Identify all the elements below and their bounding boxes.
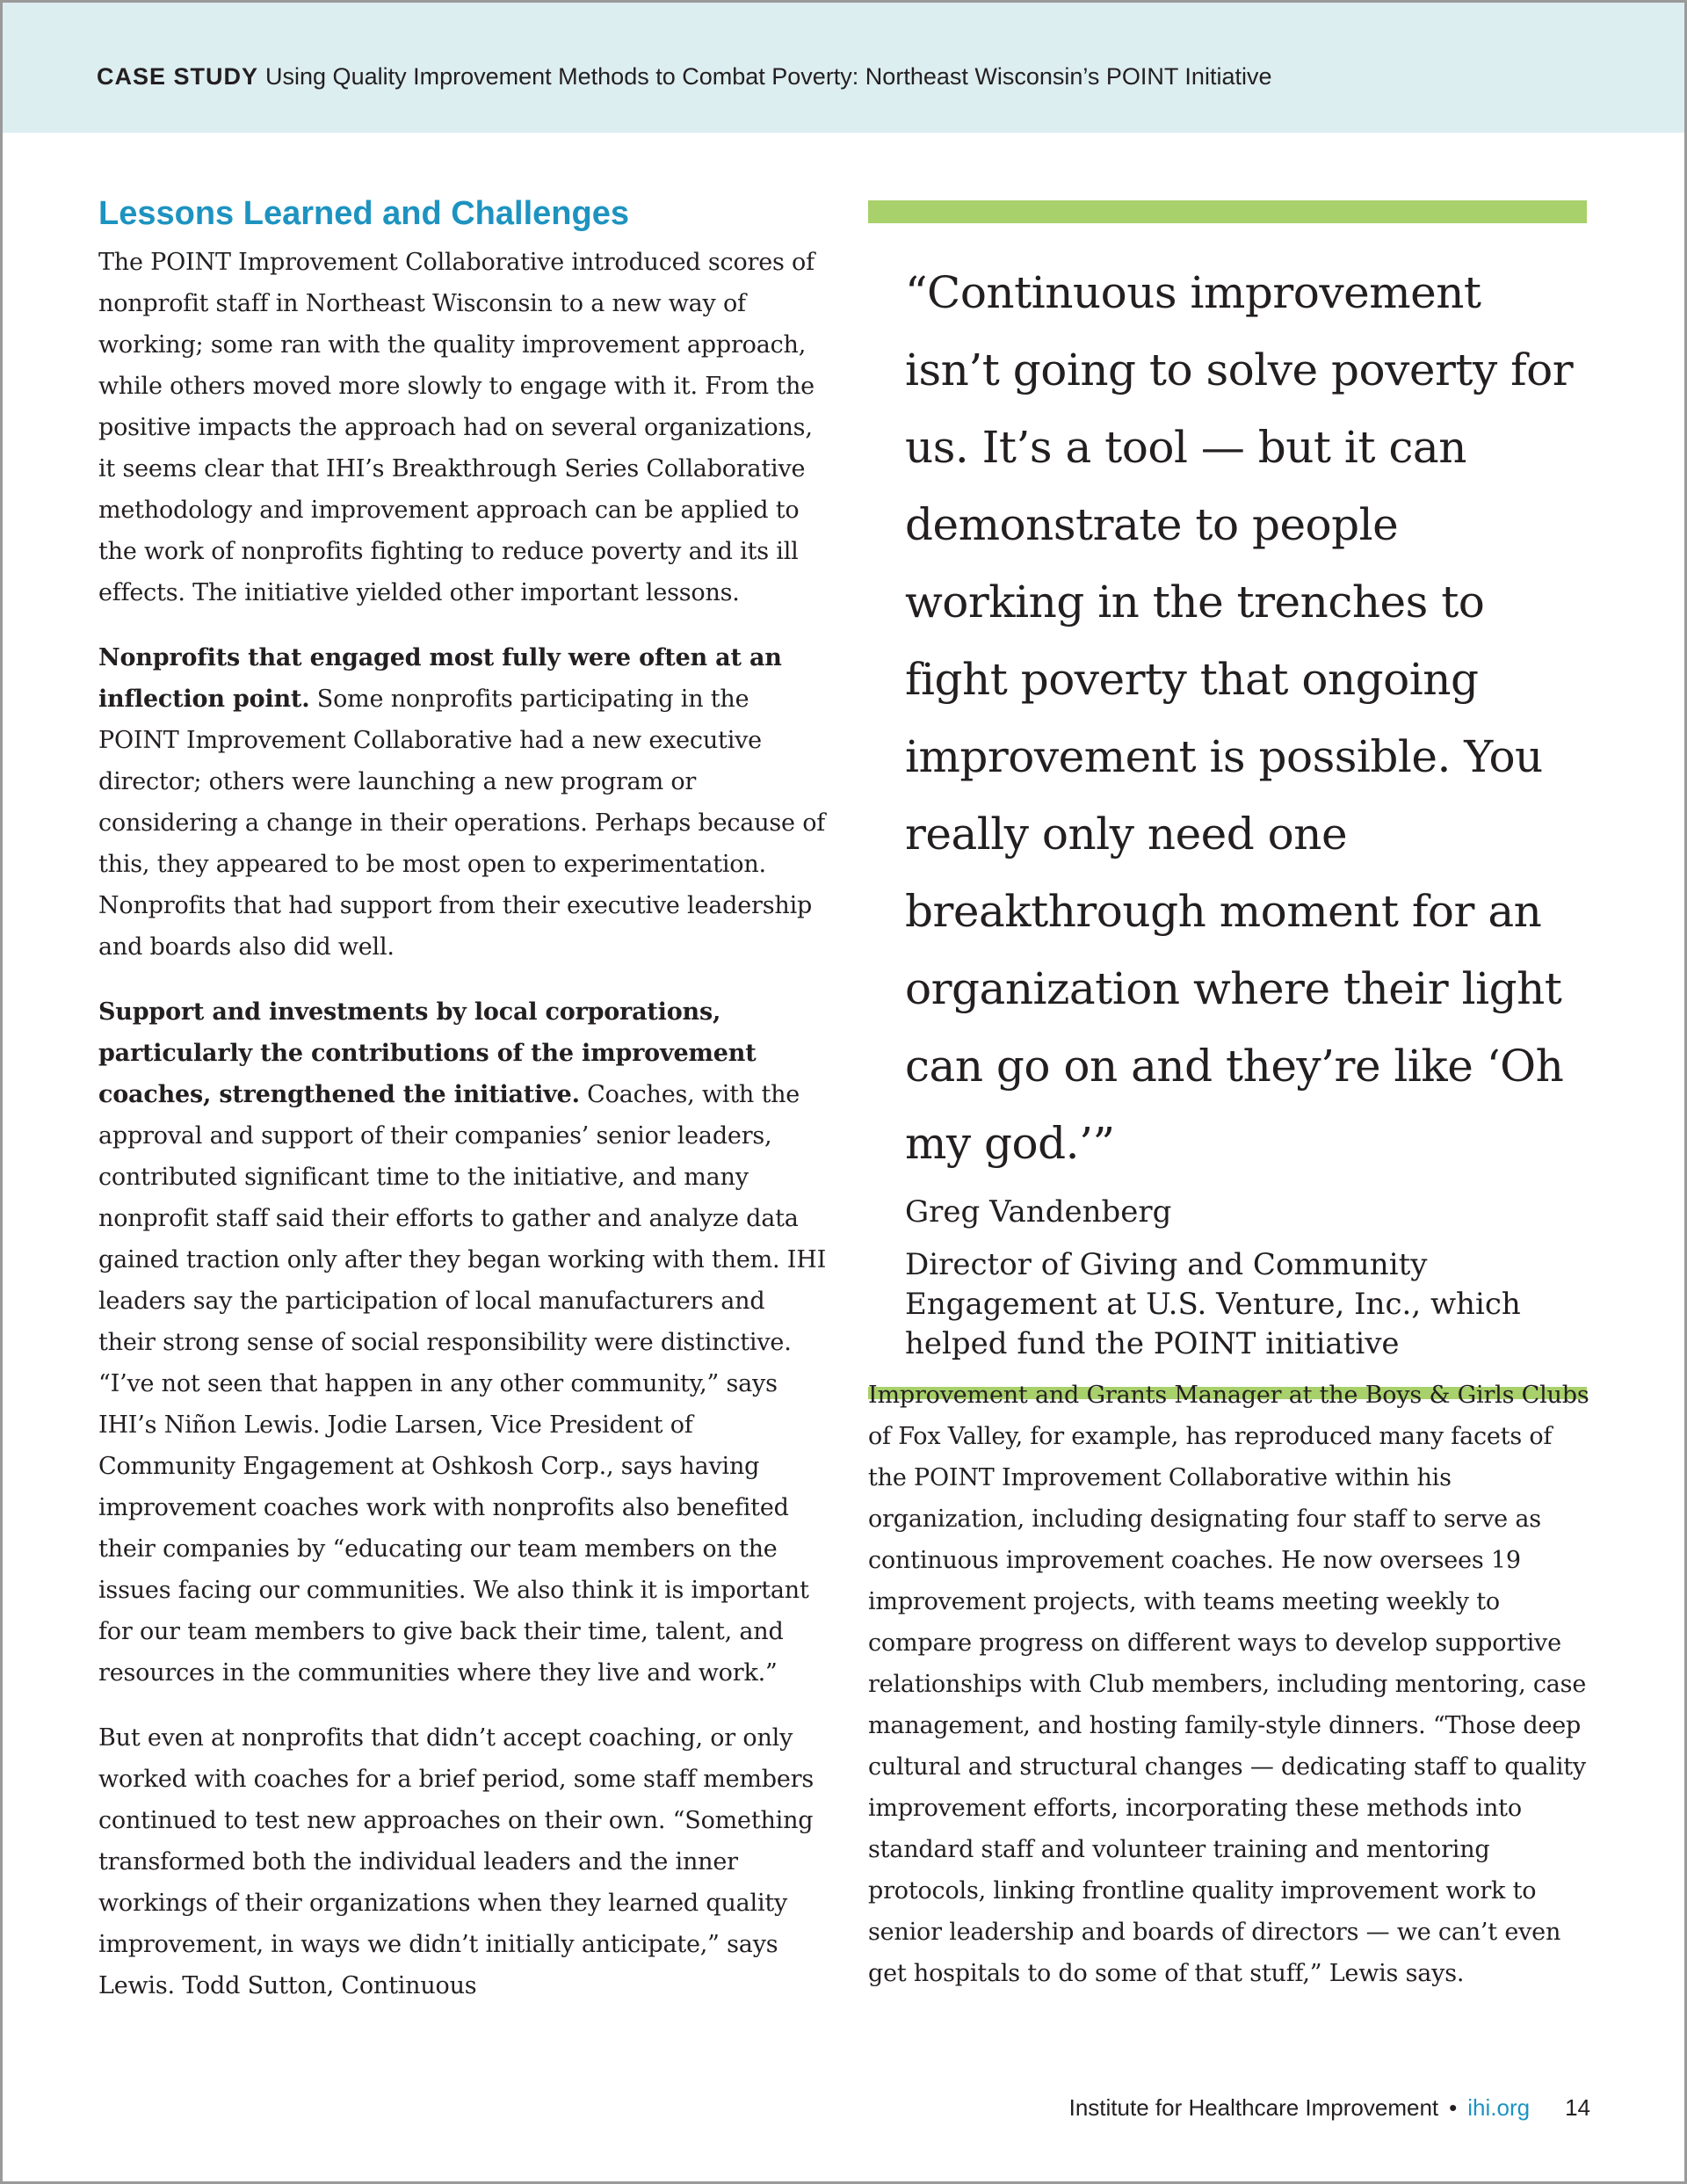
paragraph-continuation: Improvement and Grants Manager at the Boys & Girls Clubs of Fox Valley, for example, has reproduced many facets of the POINT Improvement Collaborative within his organization, including designating four staff to serve as continuous improvement coaches. He now oversees 19 improvement projects, with teams meeting weekly to compare progress on different ways to develop supportive relationships with Club members, including mentoring, case management, and hosting family-style dinners. “Those deep cultural and structural changes — dedicating staff to quality improvement efforts, incorporating these methods into standard staff and volunteer training and mentoring protocols, linking frontline quality improvement work to senior leadership and boards of directors — we can’t even get hospitals to do some of that stuff,” Lewis says. <box>868 1382 1589 1987</box>
paragraph-continued-testing: But even at nonprofits that didn’t accept coaching, or only worked with coaches for a brief period, some staff members continued to test new approaches on their own. “Something transformed both the individual leaders and the inner workings of their organizations when they learned quality improvement, in ways we didn’t initially anticipate,” says Lewis. Todd Sutton, Continuous <box>98 1724 815 1999</box>
left-column <box>98 189 828 2030</box>
header-label: CASE STUDY <box>97 63 259 90</box>
running-header <box>97 63 1271 91</box>
pull-quote <box>868 200 1587 1399</box>
footer-link[interactable]: ihi.org <box>1467 2094 1531 2121</box>
paragraph-lead-in: Support and investments by local corporations, particularly the contributions of the improvement coaches, strengthened the initiative. <box>98 998 757 1108</box>
page-footer <box>1063 2094 1590 2122</box>
right-column <box>868 1375 1597 2018</box>
paragraph-inflection-point <box>98 637 828 968</box>
header-title: Using Quality Improvement Methods to Combat Poverty: Northeast Wisconsin’s POINT Initiative <box>265 63 1272 90</box>
quote-text: “Continuous improvement isn’t going to solve poverty for us. It’s a tool — but it can demonstrate to people working in the trenches to fight poverty that ongoing improvement is possible. You really only need one breakthrough moment for an organization where their light can go on and they’re like ‘Oh my god.’” <box>905 267 1574 1169</box>
quote-attribution-title: Director of Giving and Community Engagement at U.S. Venture, Inc., which helped fund the POINT initiative <box>905 1247 1521 1361</box>
page-number: 14 <box>1565 2094 1590 2121</box>
section-heading: Lessons Learned and Challenges <box>98 195 629 232</box>
paragraph-body: Coaches, with the approval and support of their companies’ senior leaders, contributed significant time to the initiative, and many nonprofit staff said their efforts to gather and analyze data gained traction only after they began working with them. IHI leaders say the participation of local manufacturers and their strong sense of social responsibility were distinctive. “I’ve not seen that happen in any other community,” says IHI’s Niñon Lewis. Jodie Larsen, Vice President of Community Engagement at Oshkosh Corp., says having improvement coaches work with nonprofits also benefited their companies by “educating our team members on the issues facing our communities. We also think it is important for our team members to give back their time, talent, and resources in the communities where they live and work.” <box>98 1081 827 1687</box>
footer-org: Institute for Healthcare Improvement <box>1068 2094 1439 2121</box>
paragraph-intro: The POINT Improvement Collaborative introduced scores of nonprofit staff in Northeast Wisconsin to a new way of working; some ran with the quality improvement approach, while others moved more slowly to engage with it. From the positive impacts the approach had on several organizations, it seems clear that IHI’s Breakthrough Series Collaborative methodology and improvement approach can be applied to the work of nonprofits fighting to reduce poverty and its ill effects. The initiative yielded other important lessons. <box>98 249 815 606</box>
paragraph-corporate-support <box>98 991 828 1694</box>
quote-top-rule <box>868 200 1587 223</box>
footer-separator: • <box>1449 2094 1458 2121</box>
paragraph-lead-in: Nonprofits that engaged most fully were often at an inflection point. <box>98 644 782 713</box>
quote-attribution-name: Greg Vandenberg <box>905 1194 1172 1230</box>
paragraph-body: Some nonprofits participating in the POINT Improvement Collaborative had a new executive director; others were launching a new program or considering a change in their operations. Perhaps because of this, they appeared to be most open to experimentation. Nonprofits that had support from their executive leadership and boards also did well. <box>98 686 826 961</box>
